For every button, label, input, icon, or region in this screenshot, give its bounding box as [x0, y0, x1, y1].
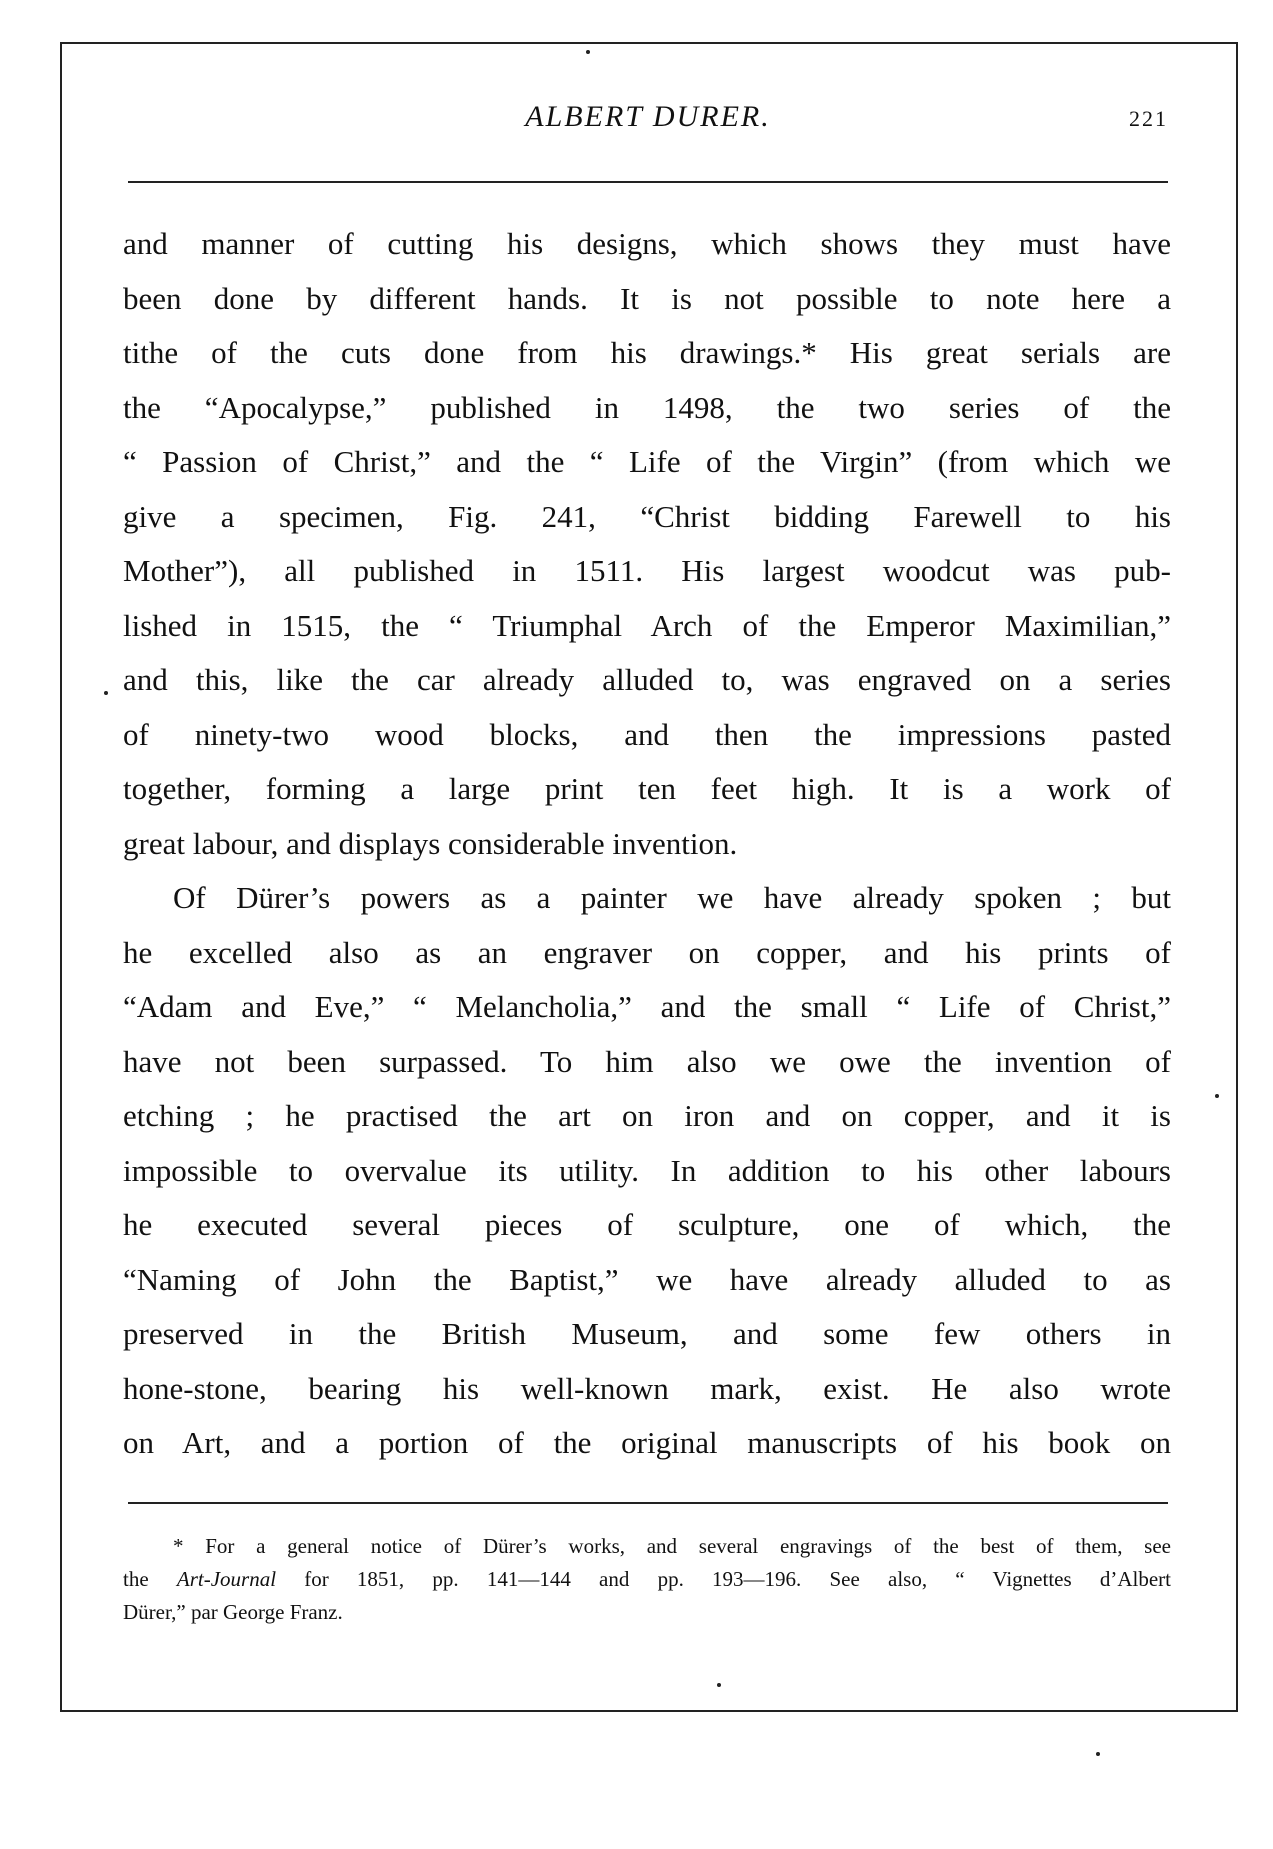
body-line: he executed several pieces of sculpture, one of which, the — [123, 1207, 1171, 1242]
body-line: great labour, and displays considerable invention. — [123, 825, 738, 861]
page-number: 221 — [1129, 106, 1168, 131]
footnote — [123, 1530, 1171, 1629]
footnote-rule — [128, 1502, 1168, 1504]
footnote-line — [123, 1563, 1171, 1596]
journal-title: Art-Journal — [176, 1567, 277, 1591]
print-speck — [104, 691, 108, 695]
footnote-text: the — [123, 1567, 177, 1591]
body-line: impossible to overvalue its utility. In addition to his other labours — [123, 1152, 1171, 1188]
body-line: have not been surpassed. To him also we owe the invention of — [123, 1043, 1171, 1079]
body-line: Mother”), all published in 1511. His largest woodcut was pub- — [123, 553, 1171, 588]
print-speck — [1215, 1094, 1219, 1098]
body-line: tithe of the cuts done from his drawings.* His great serials are — [123, 335, 1171, 370]
body-line: been done by different hands. It is not possible to note here a — [123, 280, 1171, 316]
header-rule — [128, 181, 1168, 183]
print-speck — [586, 50, 590, 54]
body-line: “Naming of John the Baptist,” we have already alluded to as — [123, 1261, 1171, 1297]
body-line: of ninety-two wood blocks, and then the impressions pasted — [123, 716, 1171, 752]
footnote-line: Dürer,” par George Franz. — [123, 1600, 343, 1624]
body-line: hone-stone, bearing his well-known mark, exist. He also wrote — [123, 1370, 1171, 1406]
print-speck — [717, 1683, 721, 1687]
paragraph-start-line: Of Dürer’s powers as a painter we have already spoken ; but — [173, 880, 1171, 915]
body-line: together, forming a large print ten feet high. It is a work of — [123, 771, 1171, 806]
body-line: give a specimen, Fig. 241, “Christ bidding Farewell to his — [123, 498, 1171, 534]
body-line: and manner of cutting his designs, which shows they must have — [123, 226, 1171, 261]
body-line: preserved in the British Museum, and some few others in — [123, 1316, 1171, 1351]
body-line: on Art, and a portion of the original manuscripts of his book on — [123, 1425, 1171, 1460]
body-line: etching ; he practised the art on iron and on copper, and it is — [123, 1098, 1171, 1133]
running-title: ALBERT DURER. — [525, 100, 771, 133]
footnote-text: for 1851, pp. 141—144 and pp. 193—196. See also, “ Vignettes d’Albert — [276, 1567, 1172, 1591]
body-text — [123, 217, 1171, 1471]
print-speck — [1096, 1752, 1100, 1756]
body-line: lished in 1515, the “ Triumphal Arch of the Emperor Maximilian,” — [123, 607, 1171, 643]
body-line: “Adam and Eve,” “ Melancholia,” and the small “ Life of Christ,” — [123, 989, 1171, 1024]
footnote-line: * For a general notice of Dürer’s works, and several engravings of the best of them, see — [173, 1534, 1171, 1558]
body-line: he excelled also as an engraver on copper, and his prints of — [123, 934, 1171, 970]
running-head — [128, 100, 1168, 140]
body-line: “ Passion of Christ,” and the “ Life of the Virgin” (from which we — [123, 444, 1171, 479]
body-line: the “Apocalypse,” published in 1498, the two series of the — [123, 389, 1171, 425]
body-line: and this, like the car already alluded to, was engraved on a series — [123, 662, 1171, 697]
